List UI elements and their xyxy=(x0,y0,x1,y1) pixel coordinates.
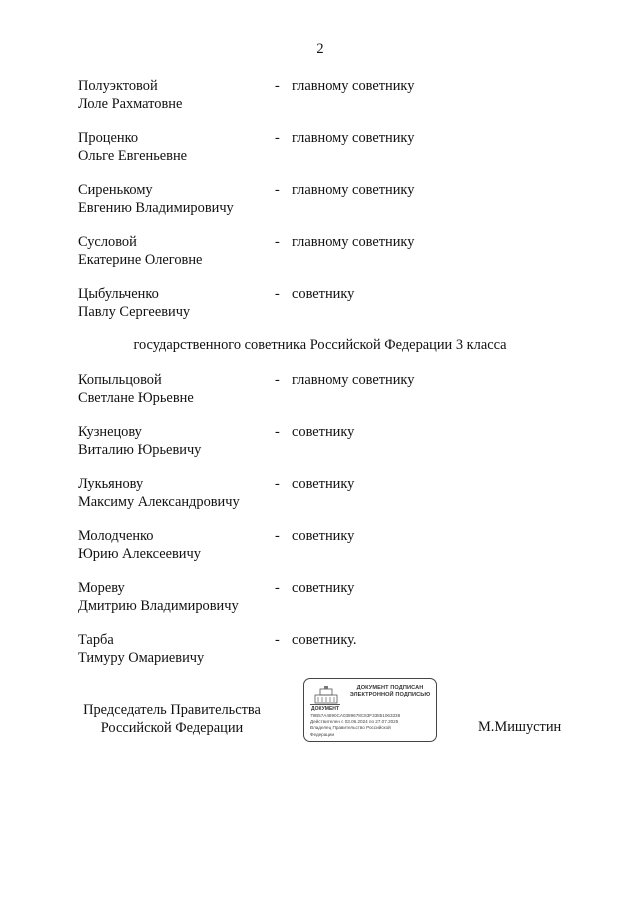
surname: Сусловой xyxy=(78,234,137,250)
page-number: 2 xyxy=(316,41,324,57)
surname: Цыбульченко xyxy=(78,286,159,302)
person-name xyxy=(78,476,240,511)
position-title: советнику. xyxy=(292,632,357,648)
list-item xyxy=(78,424,598,476)
stamp-emblem-label: ДОКУМЕНТ xyxy=(311,706,339,712)
signer-title-line-2: Российской Федерации xyxy=(100,719,244,736)
position-title: главному советнику xyxy=(292,130,415,146)
list-item xyxy=(78,372,598,424)
given-name: Максиму Александровичу xyxy=(78,493,240,510)
position-title: главному советнику xyxy=(292,78,415,94)
dash: - xyxy=(275,234,280,250)
certificate-details xyxy=(310,713,434,738)
dash: - xyxy=(275,632,280,648)
list-item xyxy=(78,234,598,286)
dash: - xyxy=(275,286,280,302)
signer-title xyxy=(78,702,266,737)
given-name: Лоле Рахматовне xyxy=(78,95,183,112)
position-title: советнику xyxy=(292,286,355,302)
certificate-owner-line-1: Владелец Правительство Российской xyxy=(310,725,391,731)
stamp-header xyxy=(348,685,432,699)
dash: - xyxy=(275,78,280,94)
given-name: Павлу Сергеевичу xyxy=(78,303,191,320)
person-name xyxy=(78,424,201,459)
surname: Кузнецову xyxy=(78,424,142,440)
certificate-serial: 79B57A4890CA0389678C83F33851063338 xyxy=(310,713,401,718)
list-item xyxy=(78,528,598,580)
position-title: советнику xyxy=(292,476,355,492)
dash: - xyxy=(275,182,280,198)
position-title: советнику xyxy=(292,424,355,440)
position-title: главному советнику xyxy=(292,372,415,388)
signer-title-line-1: Председатель Правительства xyxy=(83,702,261,718)
list-item xyxy=(78,286,598,338)
dash: - xyxy=(275,580,280,596)
position-title: главному советнику xyxy=(292,182,415,198)
dash: - xyxy=(275,424,280,440)
signer-name: М.Мишустин xyxy=(478,719,562,735)
stamp-header-line-2: ЭЛЕКТРОННОЙ ПОДПИСЬЮ xyxy=(349,692,431,698)
given-name: Светлане Юрьевне xyxy=(78,389,194,406)
list-item xyxy=(78,130,598,182)
stamp-header-line-1: ДОКУМЕНТ ПОДПИСАН xyxy=(356,685,424,691)
given-name: Ольге Евгеньевне xyxy=(78,147,188,164)
surname: Молодченко xyxy=(78,528,154,544)
person-name xyxy=(78,286,190,321)
given-name: Екатерине Олеговне xyxy=(78,251,203,268)
surname: Мореву xyxy=(78,580,125,596)
electronic-signature-stamp xyxy=(303,678,437,742)
surname: Тарба xyxy=(78,632,114,648)
person-name xyxy=(78,78,182,113)
surname: Полуэктовой xyxy=(78,78,158,94)
list-item xyxy=(78,78,598,130)
given-name: Тимуру Омариевичу xyxy=(78,649,205,666)
certificate-validity: Действителен с 03.06.2024 по 27.07.2025 xyxy=(310,719,399,725)
position-title: советнику xyxy=(292,528,355,544)
dash: - xyxy=(275,528,280,544)
dash: - xyxy=(275,476,280,492)
given-name: Дмитрию Владимировичу xyxy=(78,597,239,614)
list-item xyxy=(78,476,598,528)
list-item xyxy=(78,182,598,234)
dash: - xyxy=(275,372,280,388)
list-item xyxy=(78,580,598,632)
surname: Лукьянову xyxy=(78,476,144,492)
certificate-owner-line-2: Федерации xyxy=(310,731,335,737)
position-title: советнику xyxy=(292,580,355,596)
dash: - xyxy=(275,130,280,146)
coat-of-arms-icon xyxy=(312,685,340,705)
person-name xyxy=(78,632,204,667)
appointments-list-group-2 xyxy=(78,372,598,684)
person-name xyxy=(78,234,202,269)
given-name: Евгению Владимировичу xyxy=(78,199,234,216)
surname: Сиренькому xyxy=(78,182,153,198)
person-name xyxy=(78,182,234,217)
given-name: Виталию Юрьевичу xyxy=(78,441,202,458)
surname: Проценко xyxy=(78,130,139,146)
person-name xyxy=(78,130,187,165)
rank-heading: государственного советника Российской Федерации 3 класса xyxy=(133,337,507,353)
surname: Копыльцовой xyxy=(78,372,162,388)
given-name: Юрию Алексеевичу xyxy=(78,545,201,562)
person-name xyxy=(78,528,201,563)
person-name xyxy=(78,580,239,615)
person-name xyxy=(78,372,194,407)
list-item xyxy=(78,632,598,684)
appointments-list-group-1 xyxy=(78,78,598,338)
position-title: главному советнику xyxy=(292,234,415,250)
